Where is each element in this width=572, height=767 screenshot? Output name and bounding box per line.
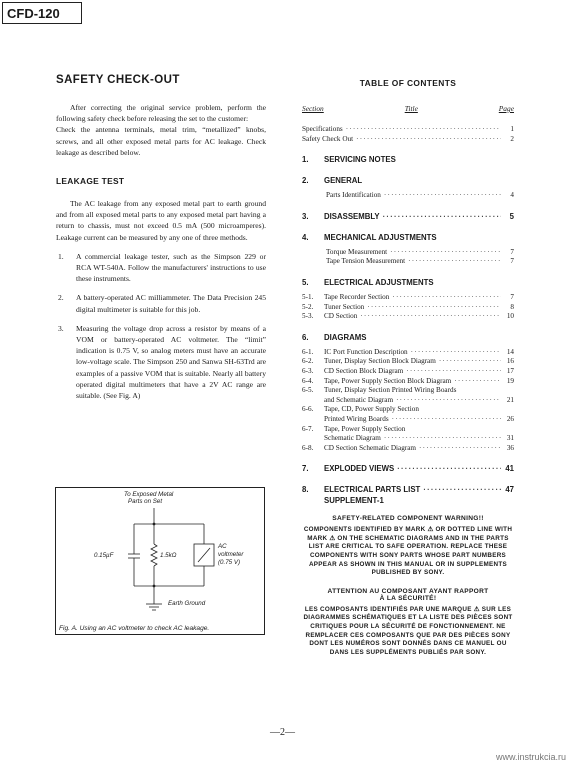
toc-entry-label: and Schematic Diagram bbox=[324, 395, 394, 404]
toc-entry-page: 47 bbox=[505, 485, 514, 495]
meter-label-1: AC bbox=[218, 543, 227, 550]
toc-section-label: MECHANICAL ADJUSTMENTS bbox=[324, 232, 437, 242]
method-item bbox=[56, 292, 266, 314]
toc-section-label: SERVICING NOTES bbox=[324, 155, 396, 165]
toc-entry-page: 8 bbox=[510, 302, 514, 311]
toc-entry-number: 6-7. bbox=[302, 424, 314, 433]
toc-entry bbox=[302, 425, 514, 435]
safety-column bbox=[56, 74, 266, 401]
toc-entry bbox=[302, 191, 514, 201]
meter-label-2: voltmeter bbox=[218, 551, 244, 558]
toc-entry-number: 6-8. bbox=[302, 443, 314, 452]
ground-label: Earth Ground bbox=[168, 600, 206, 607]
resistor-label: 1.5kΩ bbox=[160, 552, 177, 559]
toc-entry-label: CD Section Block Diagram bbox=[324, 366, 404, 375]
safety-check: Check the antenna terminals, metal trim, “metallized” knobs, screws, and all other exposed metal parts for AC leakage. Check leakage as described below. bbox=[56, 125, 266, 157]
toc-entry-label: Safety Check Out bbox=[302, 134, 354, 143]
warning-en-title: SAFETY-RELATED COMPONENT WARNING!! bbox=[332, 515, 484, 523]
toc-entry bbox=[302, 125, 514, 135]
toc-entry bbox=[302, 135, 514, 145]
toc-entry bbox=[302, 312, 514, 322]
toc-entry-continued bbox=[302, 415, 514, 425]
toc-supplement-label: SUPPLEMENT-1 bbox=[324, 496, 384, 506]
toc-entry bbox=[302, 357, 514, 367]
toc-section-label: ELECTRICAL ADJUSTMENTS bbox=[324, 277, 434, 287]
toc-entry-number: 5-2. bbox=[302, 302, 314, 311]
figure-caption: Fig. A. Using an AC voltmeter to check AC leakage. bbox=[59, 625, 210, 632]
toc-section-number: 4. bbox=[302, 232, 309, 242]
toc-entry-page: 21 bbox=[506, 395, 514, 404]
toc-section bbox=[302, 232, 514, 243]
toc-entry-number: 6-2. bbox=[302, 357, 314, 366]
warning-fr-text: LES COMPOSANTS IDENTIFIÉS PAR UNE MARQUE ⚠ SUR LES DIAGRAMMES SCHÉMATIQUES ET LA LISTE DES PIÈCES SONT CRITIQUES POUR LA SÉCURITÉ DE FONCTIONNEMENT. NE REMPLACER CES COMPOSANTS QUE PAR DES PIÈCES SONY DONT LES NUMÉROS SONT DONNÉS DANS CE MANUEL OU DANS LES SUPPLÉMENTS PUBLIÉS PAR SONY. bbox=[303, 605, 513, 656]
toc-section-number: 2. bbox=[302, 176, 309, 186]
toc-section-number: 5. bbox=[302, 277, 309, 287]
toc-entry bbox=[302, 293, 514, 303]
toc-entry-page: 36 bbox=[506, 443, 514, 452]
toc-section-number: 1. bbox=[302, 155, 309, 165]
toc-entry-page: 1 bbox=[510, 125, 514, 133]
method-number: 2. bbox=[58, 293, 64, 303]
toc-section-number: 8. bbox=[302, 485, 309, 495]
model-tag: CFD-120 bbox=[2, 2, 82, 24]
toc-entry-label: Specifications bbox=[302, 125, 343, 133]
toc-entry-page: 7 bbox=[510, 257, 514, 266]
toc-entry-label: IC Port Function Description bbox=[324, 347, 408, 356]
safety-intro: After correcting the original service problem, perform the following safety check before releasing the set to the customer: bbox=[56, 103, 266, 124]
figure-top-label-2: Parts on Set bbox=[128, 498, 163, 505]
toc-entry-number: 5-1. bbox=[302, 292, 314, 301]
toc-entry-number: 6-4. bbox=[302, 376, 314, 385]
toc-entry-label: Tuner, Display Section Printed Wiring Boards bbox=[324, 386, 457, 395]
method-item bbox=[56, 251, 266, 285]
toc-entry bbox=[302, 444, 514, 454]
toc-entry-page: 17 bbox=[506, 366, 514, 375]
toc-entry-continued bbox=[302, 434, 514, 444]
method-number: 3. bbox=[58, 323, 64, 333]
toc-entry-page: 26 bbox=[506, 414, 514, 423]
toc-entry-label: Tape, Power Supply Section bbox=[324, 424, 406, 433]
leakage-title: LEAKAGE TEST bbox=[56, 176, 125, 187]
page-number: —2— bbox=[270, 727, 295, 738]
figure-a bbox=[55, 487, 265, 635]
toc-column bbox=[302, 78, 514, 657]
toc-col-section: Section bbox=[302, 104, 324, 113]
warning-fr-title-2: À LA SÉCURITÉ! bbox=[379, 594, 437, 602]
toc-entry-label: Tape, CD, Power Supply Section bbox=[324, 405, 419, 414]
toc-entry-page: 19 bbox=[506, 376, 514, 385]
toc-entry-label: Tape Tension Measurement bbox=[326, 257, 406, 266]
toc-entry-label: Tape Recorder Section bbox=[324, 292, 390, 301]
toc-section bbox=[302, 211, 514, 222]
toc-entry-label: Tape, Power Supply Section Block Diagram bbox=[324, 376, 452, 385]
toc-section-label: DISASSEMBLY bbox=[324, 211, 380, 221]
toc-entry-number: 6-1. bbox=[302, 347, 314, 356]
toc-section bbox=[302, 154, 514, 165]
leakage-text: The AC leakage from any exposed metal part to earth ground and from all exposed metal parts to any exposed metal part having a return to chassis, must not exceed 0.5 mA (500 microamperes). Leakage current can be measured by any one of three methods. bbox=[56, 199, 266, 242]
capacitor-label: 0.15µF bbox=[94, 552, 114, 559]
toc-entry-page: 16 bbox=[506, 357, 514, 366]
toc-section bbox=[302, 175, 514, 186]
toc-entry bbox=[302, 377, 514, 387]
toc-section-number: 6. bbox=[302, 332, 309, 342]
toc-section bbox=[302, 484, 514, 495]
toc-entry-number: 6-6. bbox=[302, 405, 314, 414]
toc-entry-continued bbox=[302, 396, 514, 406]
meter-label-3: (0.75 V) bbox=[218, 559, 241, 566]
toc-entry-page: 4 bbox=[510, 191, 514, 200]
toc-entry-label: CD Section bbox=[324, 312, 358, 321]
toc-section-number: 7. bbox=[302, 464, 309, 474]
toc-section bbox=[302, 332, 514, 343]
toc-section-label: DIAGRAMS bbox=[324, 332, 367, 342]
toc-entry-page: 41 bbox=[505, 464, 514, 474]
toc-entry-page: 7 bbox=[510, 292, 514, 301]
method-number: 1. bbox=[58, 251, 64, 261]
toc-section-label: ELECTRICAL PARTS LIST bbox=[324, 485, 421, 495]
toc-entry-number: 6-3. bbox=[302, 366, 314, 375]
method-text: Measuring the voltage drop across a resistor by means of a VOM or battery-operated AC voltmeter. The “limit” indication is 0.75 V, so analog meters must have an accurate low-voltage scale. The Simpson 250 and Sanwa SH-63Trd are examples of a passive VOM that is suitable. Nearly all battery operated digital multimeters that have a 2V AC range are suitable. (See Fig. A) bbox=[76, 323, 266, 401]
watermark: www.instrukcia.ru bbox=[495, 752, 566, 762]
toc-header bbox=[302, 104, 514, 113]
toc-col-page: Page bbox=[498, 104, 514, 113]
toc-entry bbox=[302, 303, 514, 313]
toc-col-title: Title bbox=[404, 104, 418, 113]
toc-entry-label: Tuner Section bbox=[324, 302, 365, 311]
toc-section-number: 3. bbox=[302, 211, 309, 221]
toc-entry bbox=[302, 257, 514, 267]
warning-fr-title-1: ATTENTION AU COMPOSANT AYANT RAPPORT bbox=[327, 587, 489, 595]
toc-entry-page: 7 bbox=[510, 247, 514, 256]
toc-entry bbox=[302, 348, 514, 358]
toc-entry-label: Tuner, Display Section Block Diagram bbox=[324, 357, 436, 366]
method-text: A battery-operated AC milliammeter. The Data Precision 245 digital multimeter is suitable for this job. bbox=[76, 293, 266, 314]
method-text: A commercial leakage tester, such as the Simpson 229 or RCA WT-540A. Follow the manufacturers' instructions to use these instruments. bbox=[76, 251, 266, 284]
warning-en-text: COMPONENTS IDENTIFIED BY MARK ⚠ OR DOTTED LINE WITH MARK ⚠ ON THE SCHEMATIC DIAGRAMS AND IN THE PARTS LIST ARE CRITICAL TO SAFE OPERATION. REPLACE THESE COMPONENTS WITH SONY PARTS WHOSE PART NUMBERS APPEAR AS SHOWN IN THIS MANUAL OR IN SUPPLEMENTS PUBLISHED BY SONY. bbox=[303, 526, 513, 577]
toc-entry-page: 5 bbox=[509, 211, 514, 221]
toc-entry-number: 6-5. bbox=[302, 386, 314, 395]
toc-entry-label: CD Section Schematic Diagram bbox=[324, 443, 417, 452]
safety-title: SAFETY CHECK-OUT bbox=[56, 74, 180, 86]
toc-entry-page: 10 bbox=[506, 312, 514, 321]
toc-section-label: GENERAL bbox=[324, 176, 363, 186]
figure-top-label-1: To Exposed Metal bbox=[124, 491, 174, 498]
toc-entry bbox=[302, 405, 514, 415]
toc-entry bbox=[302, 386, 514, 396]
toc-entry-label: Printed Wiring Boards bbox=[324, 414, 389, 423]
toc-section-label: EXPLODED VIEWS bbox=[324, 464, 395, 474]
toc-title: TABLE OF CONTENTS bbox=[359, 78, 457, 88]
toc-section bbox=[302, 463, 514, 474]
toc-entry-page: 31 bbox=[506, 434, 514, 443]
toc-entry-label: Parts Identification bbox=[326, 191, 381, 200]
toc-supplement bbox=[302, 495, 514, 506]
toc-entry bbox=[302, 248, 514, 258]
toc-entry-page: 2 bbox=[510, 134, 514, 143]
toc-entry-label: Torque Measurement bbox=[326, 247, 388, 256]
toc-section bbox=[302, 277, 514, 288]
toc-entry bbox=[302, 367, 514, 377]
toc-entry-label: Schematic Diagram bbox=[324, 434, 381, 443]
toc-entry-number: 5-3. bbox=[302, 312, 314, 321]
method-item bbox=[56, 323, 266, 401]
toc-entry-page: 14 bbox=[506, 347, 514, 356]
